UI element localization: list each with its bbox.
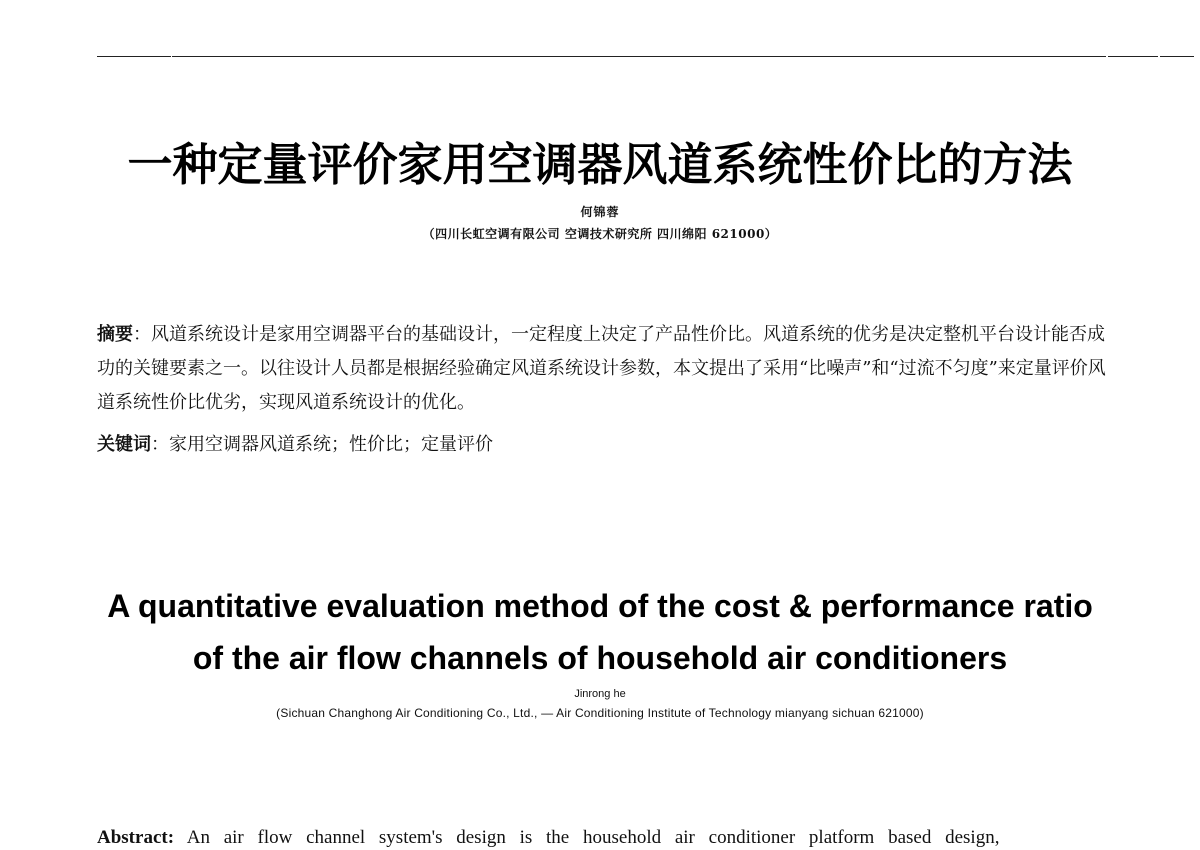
chinese-title: 一种定量评价家用空调器风道系统性价比的方法 <box>127 138 1073 191</box>
chinese-abstract-text: ：风道系统设计是家用空调器平台的基础设计，一定程度上决定了产品性价比。风道系统的优劣是决定整机平台设计能否成功的关键要素之一。以往设计人员都是根据经验确定风道系统设计参数，本文提出了采用“比噪声”和“过流不匀度”来定量评价风道系统性价比优劣，实现风道系统设计的优化。 <box>97 324 1106 413</box>
chinese-affiliation: （四川长虹空调有限公司 空调技术研究所 四川绵阳 621000） <box>422 227 778 241</box>
chinese-abstract <box>97 318 1107 420</box>
chinese-keywords <box>97 428 1107 462</box>
header-rule <box>172 56 1106 57</box>
chinese-keywords-text: ：家用空调器风道系统；性价比；定量评价 <box>151 434 493 455</box>
chinese-keywords-label: 关键词 <box>97 434 151 455</box>
english-title <box>0 580 1200 684</box>
english-abstract <box>97 826 1117 850</box>
header-rule <box>97 56 171 57</box>
chinese-abstract-label: 摘要 <box>97 324 133 345</box>
english-affiliation: (Sichuan Changhong Air Conditioning Co., Ltd., — Air Conditioning Institute of Technology mianyang sichuan 621000) <box>276 706 924 720</box>
english-title-line: A quantitative evaluation method of the cost & performance ratio <box>107 588 1093 624</box>
header-rule <box>1108 56 1158 57</box>
english-abstract-label: Abstract: <box>97 827 175 848</box>
english-author: Jinrong he <box>574 688 626 700</box>
english-title-line: of the air flow channels of household air conditioners <box>192 640 1008 676</box>
header-rule <box>1160 56 1194 57</box>
chinese-author: 何锦蓉 <box>580 205 620 219</box>
english-abstract-text: An air flow channel system's design is the household air conditioner platform based design, <box>186 827 1000 848</box>
